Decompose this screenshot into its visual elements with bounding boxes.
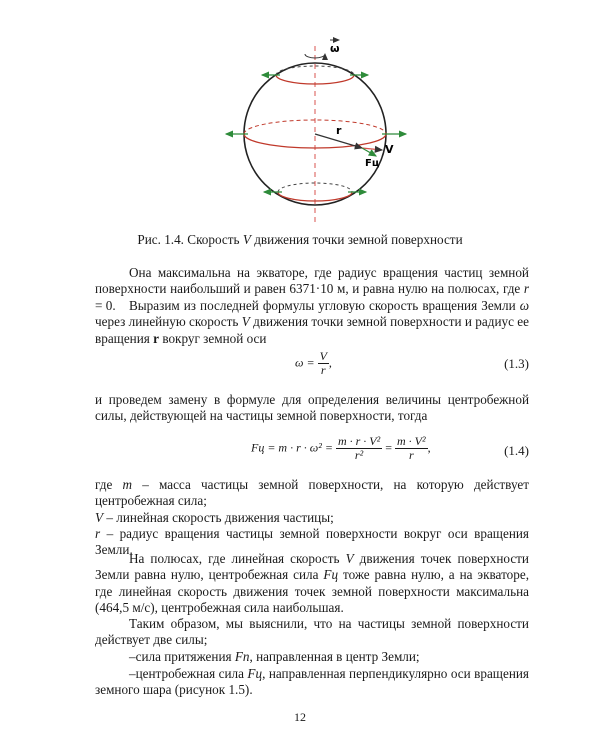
- paragraph-1: Она максимальна на экваторе, где радиус вращения частиц земной поверхности наибольший и равен 6371·10 м, и равна нулю на полюсах, где r = 0.: [95, 265, 529, 313]
- paragraph-3: и проведем замену в формуле для определения величины центробежной силы, действующей на частицы земной поверхности, тогда: [95, 392, 529, 424]
- equation-number: (1.4): [504, 443, 529, 458]
- earth-velocity-figure: [210, 32, 420, 227]
- sphere-diagram: [210, 32, 420, 227]
- definitions: где m – масса частицы земной поверхности, на которую действует центробежная сила; V – линейная скорость движения частицы; r – радиус вращения частицы земной поверхности вокруг оси вращения Земли.: [95, 477, 529, 558]
- equation-1-3: ω = $\frac{V}{r}$ , (1.3): [295, 349, 529, 377]
- list-item-2: –центробежная сила Fц, направленная перпендикулярно оси вращения земного шара (рисунок 1.5).: [95, 666, 529, 698]
- paragraph-2: Выразим из последней формулы угловую скорость вращения Земли ω через линейную скорость V движения точки земной поверхности и радиус ее вращения r вокруг земной оси: [95, 298, 529, 346]
- v-label: V: [385, 143, 394, 156]
- r-label: r: [336, 124, 342, 137]
- equation-1-4: Fц = m · r · ω² = $\frac{\text{m · r · V²}}{\text{r²}}$ = $\frac{\text{m · V²}}{r}$ , (1.4): [251, 434, 529, 462]
- omega-label: ω: [330, 42, 340, 55]
- figure-caption: Рис. 1.4. Скорость V движения точки земной поверхности: [137, 232, 463, 247]
- f-label: Fц: [365, 158, 380, 169]
- equation-number: (1.3): [504, 356, 529, 371]
- page-number: 12: [294, 710, 306, 724]
- paragraph-5: Таким образом, мы выяснили, что на частицы земной поверхности действует две силы;: [95, 616, 529, 648]
- list-item-1: –сила притяжения Fп, направленная в центр Земли;: [129, 649, 420, 664]
- paragraph-4: На полюсах, где линейная скорость V движения точек поверхности Земли равна нулю, центробежная сила Fц тоже равна нулю, а на экваторе, где линейная скорость движения точек земной поверхности максимальна (464,5 м/с), центробежная сила наибольшая.: [95, 551, 529, 615]
